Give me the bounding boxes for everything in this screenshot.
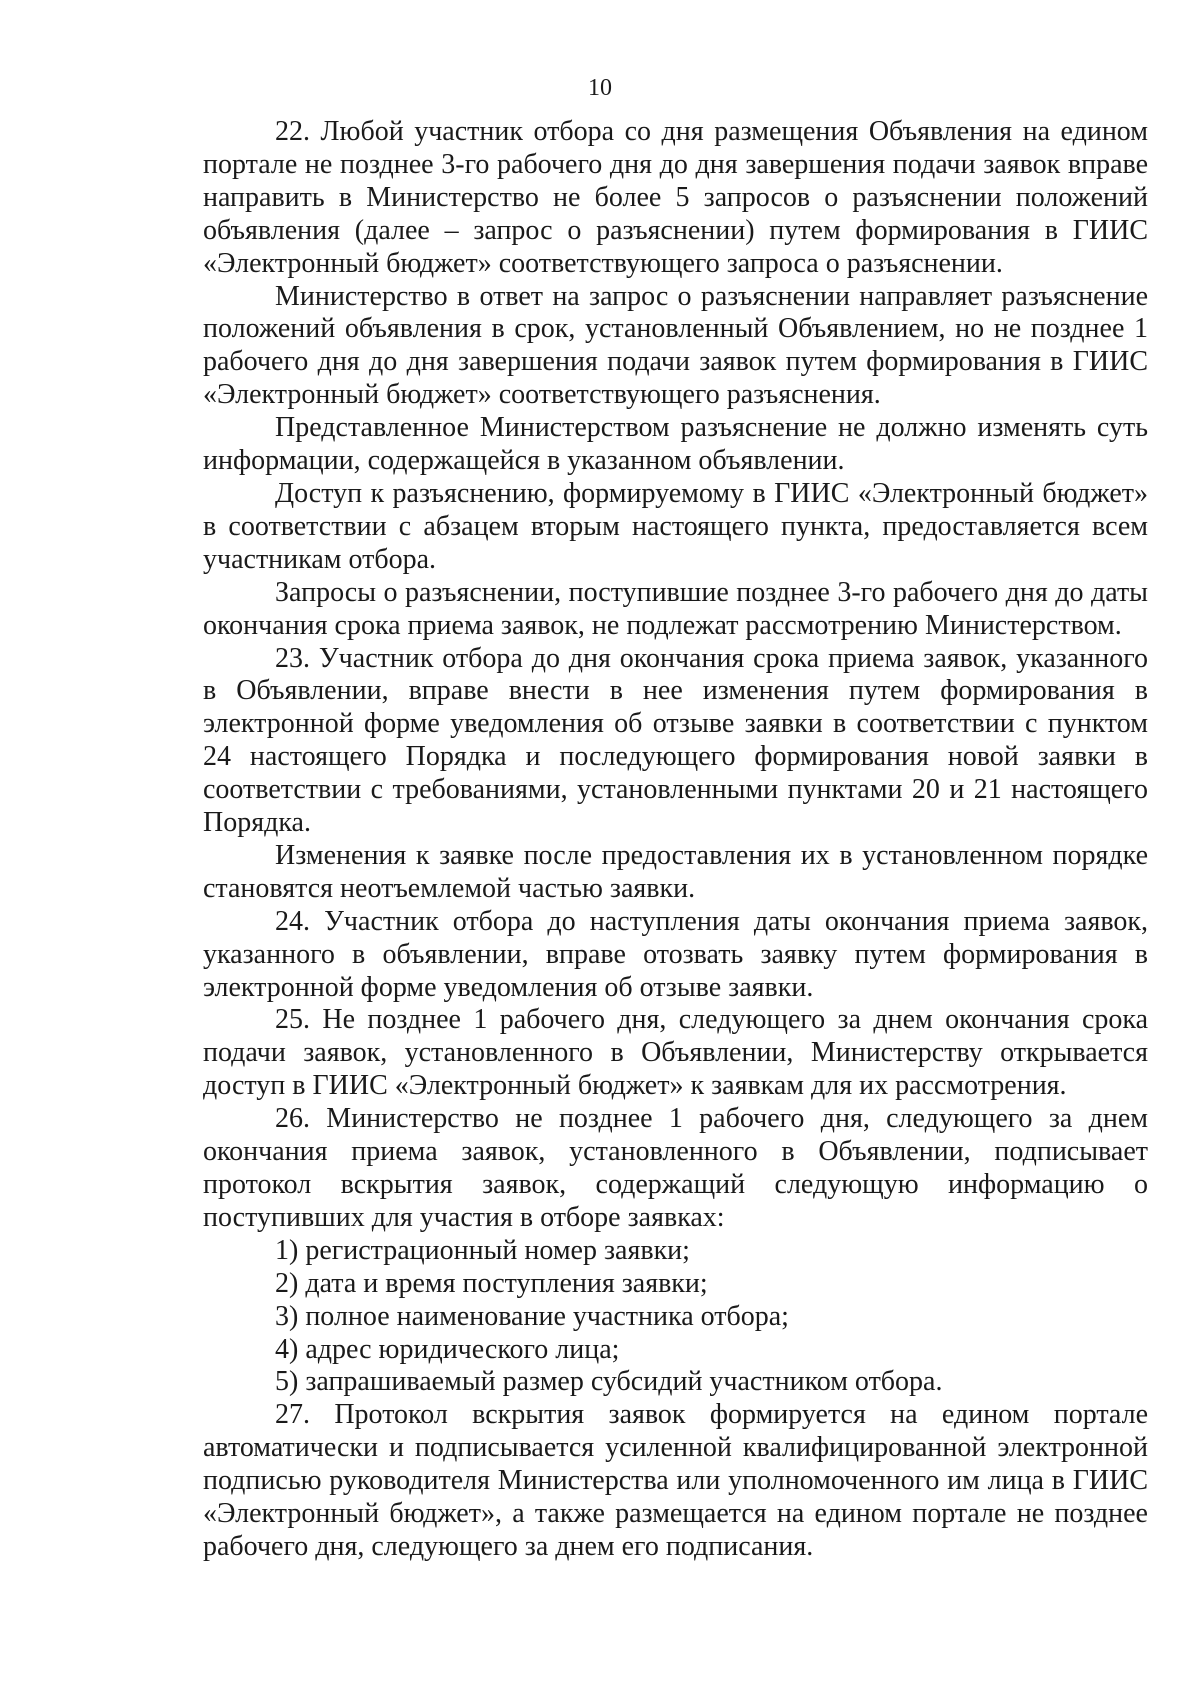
paragraph-22-late-requests: Запросы о разъяснении, поступившие позднее 3-го рабочего дня до даты окончания срока приема заявок, не подлежат рассмотрению Министерством.: [203, 576, 1148, 641]
paragraph-26: 26. Министерство не позднее 1 рабочего дня, следующего за днем окончания приема заявок, установленного в Объявлении, подписывает протокол вскрытия заявок, содержащий следующую информацию о поступивших для участия в отборе заявках:: [203, 1103, 1148, 1233]
paragraph-22-clarification-response: Министерство в ответ на запрос о разъяснении направляет разъяснение положений объявления в срок, установленный Объявлением, но не позднее 1 рабочего дня до дня завершения подачи заявок путем формирования в ГИИС «Электронный бюджет» соответствующего разъяснения.: [203, 280, 1148, 411]
document-body: [203, 116, 1148, 1564]
paragraph-22-clarification-access: Доступ к разъяснению, формируемому в ГИИС «Электронный бюджет» в соответствии с абзацем вторым настоящего пункта, предоставляется всем участникам отбора.: [203, 477, 1148, 575]
list-item: 1) регистрационный номер заявки;: [275, 1234, 690, 1266]
paragraph-22-clarification-scope: Представленное Министерством разъяснение не должно изменять суть информации, содержащейся в указанном объявлении.: [203, 412, 1148, 477]
paragraph-22: 22. Любой участник отбора со дня размещения Объявления на едином портале не позднее 3-го рабочего дня до дня завершения подачи заявок вправе направить в Министерство не более 5 запросов о разъяснении положений объявления (далее – запрос о разъяснении) путем формирования в ГИИС «Электронный бюджет» соответствующего запроса о разъяснении.: [203, 116, 1148, 279]
paragraph-25: 25. Не позднее 1 рабочего дня, следующего за днем окончания срока подачи заявок, установленного в Объявлении, Министерству открывается доступ в ГИИС «Электронный бюджет» к заявкам для их рассмотрения.: [203, 1004, 1148, 1102]
list-item: 2) дата и время поступления заявки;: [275, 1267, 708, 1299]
paragraph-27: 27. Протокол вскрытия заявок формируется на едином портале автоматически и подписывается усиленной квалифицированной электронной подписью руководителя Министерства или уполномоченного им лица в ГИИС «Электронный бюджет», а также размещается на едином портале не позднее рабочего дня, следующего за днем его подписания.: [203, 1399, 1148, 1562]
list-item: 3) полное наименование участника отбора;: [275, 1300, 789, 1332]
paragraph-23-changes: Изменения к заявке после предоставления их в установленном порядке становятся неотъемлемой частью заявки.: [203, 839, 1148, 904]
list-item: 5) запрашиваемый размер субсидий участником отбора.: [275, 1366, 943, 1398]
paragraph-24: 24. Участник отбора до наступления даты окончания приема заявок, указанного в объявлении, вправе отозвать заявку путем формирования в электронной форме уведомления об отзыве заявки.: [203, 905, 1148, 1003]
page-number: 10: [588, 75, 612, 101]
paragraph-23: 23. Участник отбора до дня окончания срока приема заявок, указанного в Объявлении, вправе внести в нее изменения путем формирования в электронной форме уведомления об отзыве заявки в соответствии с пунктом 24 настоящего Порядка и последующего формирования новой заявки в соответствии с требованиями, установленными пунктами 20 и 21 настоящего Порядка.: [203, 642, 1148, 839]
list-item: 4) адрес юридического лица;: [275, 1333, 620, 1365]
